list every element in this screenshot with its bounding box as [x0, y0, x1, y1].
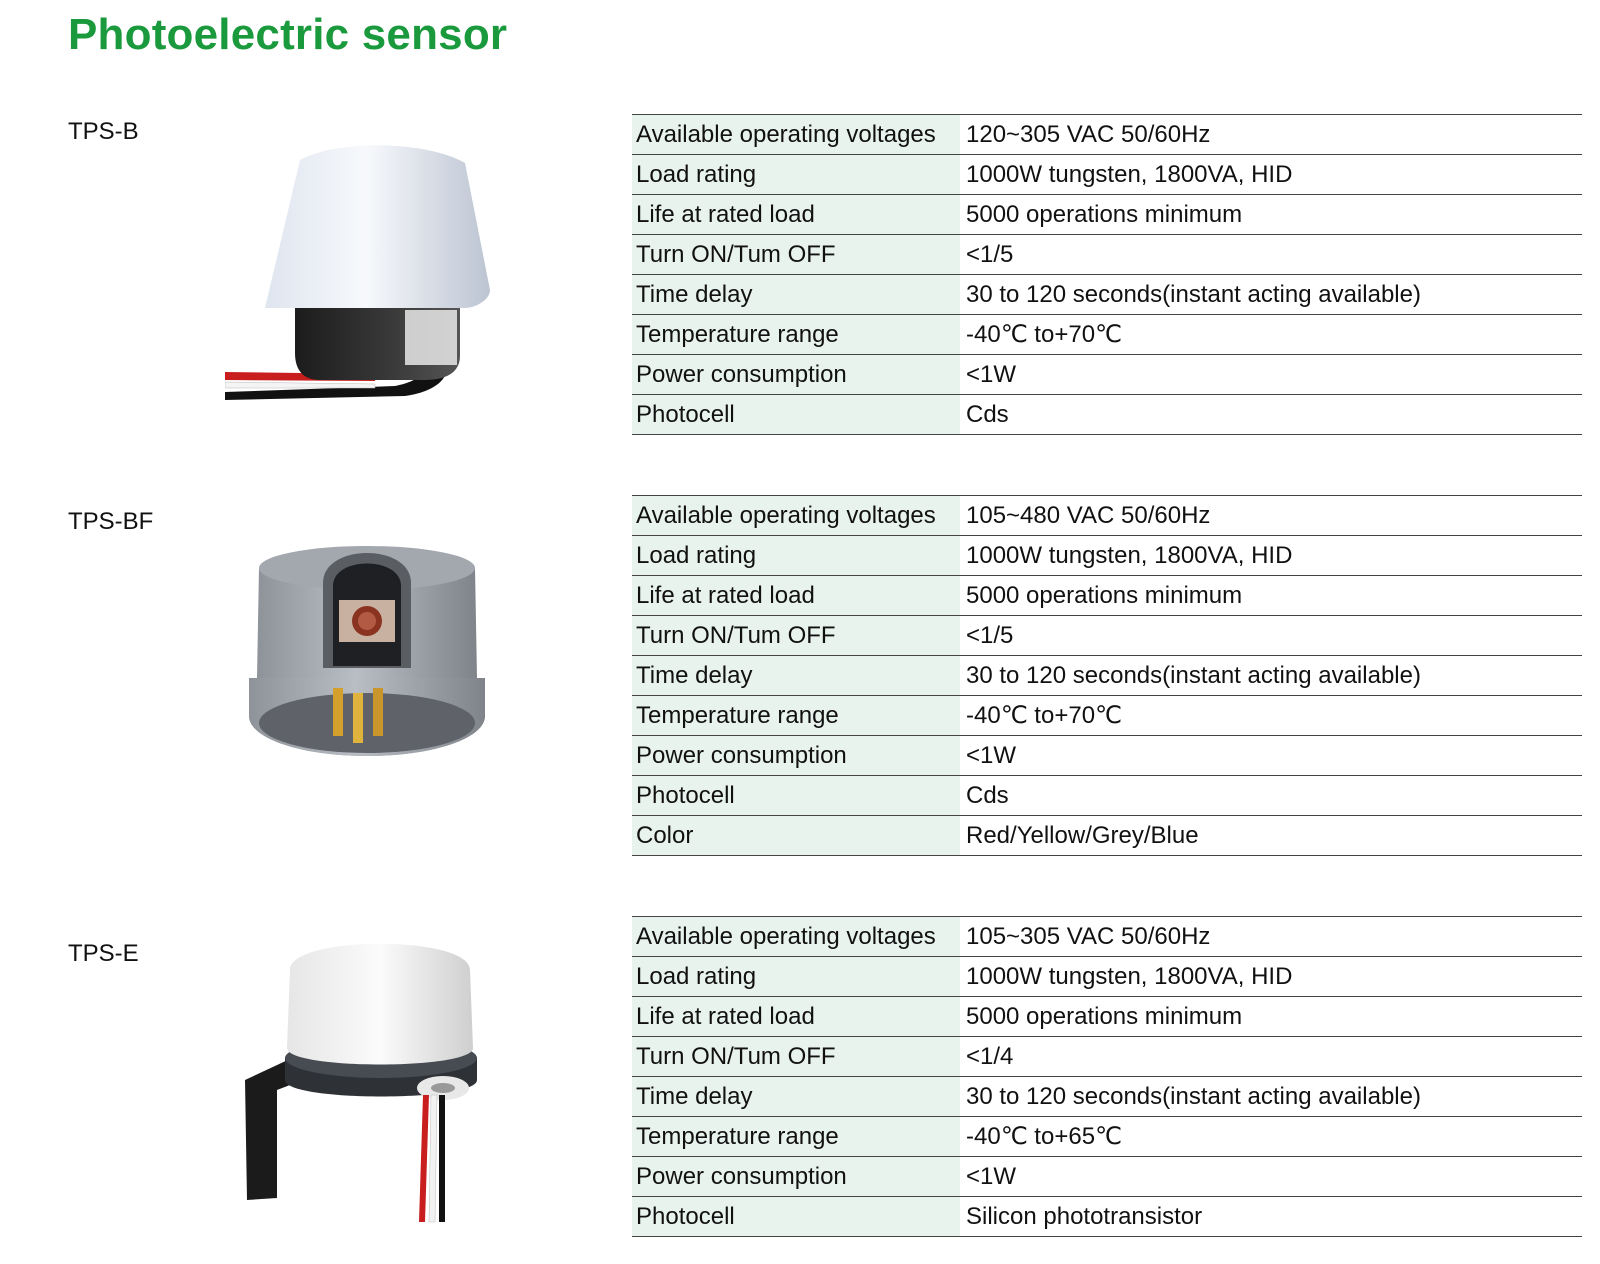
page-title: Photoelectric sensor	[68, 10, 508, 59]
spec-table	[632, 916, 1582, 1237]
spec-value: 105~305 VAC 50/60Hz	[960, 917, 1582, 957]
spec-value: 120~305 VAC 50/60Hz	[960, 115, 1582, 155]
spec-value: 1000W tungsten, 1800VA, HID	[960, 155, 1582, 195]
spec-row	[632, 997, 1582, 1037]
spec-label: Time delay	[632, 1077, 960, 1117]
spec-label: Turn ON/Tum OFF	[632, 1037, 960, 1077]
spec-value: Red/Yellow/Grey/Blue	[960, 816, 1582, 856]
spec-label: Temperature range	[632, 1117, 960, 1157]
spec-label: Load rating	[632, 957, 960, 997]
spec-label: Load rating	[632, 155, 960, 195]
spec-value: -40℃ to+70℃	[960, 315, 1582, 355]
spec-label: Time delay	[632, 275, 960, 315]
spec-value: 105~480 VAC 50/60Hz	[960, 496, 1582, 536]
spec-label: Turn ON/Tum OFF	[632, 235, 960, 275]
spec-value: <1W	[960, 1157, 1582, 1197]
spec-row	[632, 816, 1582, 856]
spec-row	[632, 355, 1582, 395]
spec-value: 1000W tungsten, 1800VA, HID	[960, 957, 1582, 997]
spec-row	[632, 115, 1582, 155]
spec-row	[632, 536, 1582, 576]
spec-row	[632, 235, 1582, 275]
spec-row	[632, 155, 1582, 195]
tps-bf-sensor-photo	[245, 538, 490, 778]
spec-row	[632, 656, 1582, 696]
spec-value: <1/4	[960, 1037, 1582, 1077]
spec-row	[632, 1077, 1582, 1117]
spec-label: Temperature range	[632, 696, 960, 736]
spec-row	[632, 1197, 1582, 1237]
tps-e-sensor-photo	[245, 930, 495, 1230]
spec-label: Life at rated load	[632, 195, 960, 235]
spec-label: Available operating voltages	[632, 917, 960, 957]
spec-row	[632, 195, 1582, 235]
spec-row	[632, 1037, 1582, 1077]
spec-row	[632, 616, 1582, 656]
spec-row	[632, 776, 1582, 816]
spec-row	[632, 1117, 1582, 1157]
spec-row	[632, 736, 1582, 776]
spec-label: Turn ON/Tum OFF	[632, 616, 960, 656]
spec-row	[632, 315, 1582, 355]
spec-label: Photocell	[632, 1197, 960, 1237]
spec-label: Life at rated load	[632, 997, 960, 1037]
spec-value: <1W	[960, 355, 1582, 395]
spec-value: 30 to 120 seconds(instant acting available)	[960, 1077, 1582, 1117]
spec-label: Photocell	[632, 776, 960, 816]
spec-row	[632, 696, 1582, 736]
spec-label: Color	[632, 816, 960, 856]
spec-value: <1W	[960, 736, 1582, 776]
spec-value: 30 to 120 seconds(instant acting available)	[960, 656, 1582, 696]
spec-row	[632, 917, 1582, 957]
spec-label: Life at rated load	[632, 576, 960, 616]
spec-value: 30 to 120 seconds(instant acting available)	[960, 275, 1582, 315]
spec-value: 1000W tungsten, 1800VA, HID	[960, 536, 1582, 576]
tps-b-sensor-photo	[225, 138, 505, 438]
spec-row	[632, 496, 1582, 536]
spec-label: Available operating voltages	[632, 496, 960, 536]
spec-row	[632, 957, 1582, 997]
spec-value: Cds	[960, 395, 1582, 435]
spec-label: Temperature range	[632, 315, 960, 355]
spec-value: 5000 operations minimum	[960, 195, 1582, 235]
spec-row	[632, 275, 1582, 315]
spec-row	[632, 576, 1582, 616]
spec-value: <1/5	[960, 616, 1582, 656]
spec-label: Available operating voltages	[632, 115, 960, 155]
spec-label: Power consumption	[632, 355, 960, 395]
model-label: TPS-E	[68, 940, 139, 967]
spec-value: Silicon phototransistor	[960, 1197, 1582, 1237]
spec-label: Load rating	[632, 536, 960, 576]
spec-table	[632, 114, 1582, 435]
model-label: TPS-BF	[68, 508, 154, 535]
spec-table	[632, 495, 1582, 856]
spec-label: Power consumption	[632, 1157, 960, 1197]
spec-label: Power consumption	[632, 736, 960, 776]
spec-row	[632, 395, 1582, 435]
model-label: TPS-B	[68, 118, 139, 145]
spec-value: 5000 operations minimum	[960, 997, 1582, 1037]
spec-row	[632, 1157, 1582, 1197]
spec-label: Time delay	[632, 656, 960, 696]
spec-value: Cds	[960, 776, 1582, 816]
spec-value: -40℃ to+70℃	[960, 696, 1582, 736]
spec-value: <1/5	[960, 235, 1582, 275]
spec-label: Photocell	[632, 395, 960, 435]
spec-value: -40℃ to+65℃	[960, 1117, 1582, 1157]
spec-value: 5000 operations minimum	[960, 576, 1582, 616]
